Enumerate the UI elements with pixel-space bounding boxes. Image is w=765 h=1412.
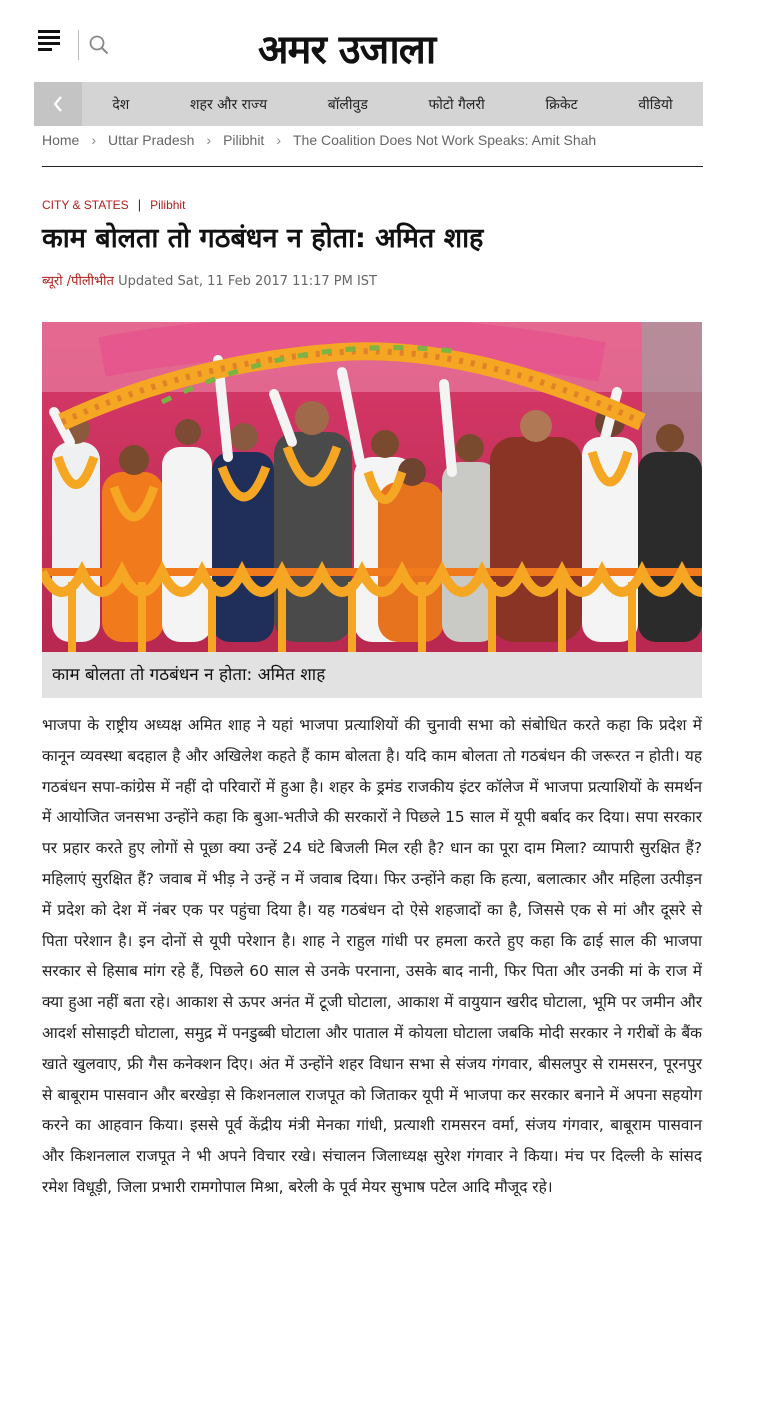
breadcrumb-current: The Coalition Does Not Work Speaks: Amit Shah [293,132,597,148]
breadcrumb-separator: › [206,132,212,148]
rally-stage-photo [42,322,702,652]
nav-item-desh[interactable]: देश [112,96,130,113]
nav-item-photo-gallery[interactable]: फोटो गैलरी [428,96,485,113]
breadcrumb-separator: › [91,132,97,148]
nav-item-cricket[interactable]: क्रिकेट [545,96,578,113]
category-separator: | [137,197,142,212]
breadcrumb-separator: › [276,132,281,148]
image-caption [42,652,702,698]
site-logo[interactable]: अमर उजाला [258,27,436,73]
category-link[interactable]: CITY & STATES [42,197,129,212]
article-body: भाजपा के राष्ट्रीय अध्यक्ष अमित शाह ने यहां भाजपा प्रत्याशियों की चुनावी सभा को संबोधित करते कहा कि प्रदेश में कानून व्यवस्था बदहाल है और अखिलेश कहते हैं काम बोलता है। यदि काम बोलता तो गठबंधन की जरूरत न होती। यह गठबंधन सपा-कांग्रेस में नहीं दो परिवारों में हुआ है। शहर के ड्रमंड राजकीय इंटर कॉलेज में भाजपा प्रत्याशियों के समर्थन में आयोजित जनसभा उन्होंने कहा कि बुआ-भतीजे की सरकारों ने पिछले 15 साल में यूपी बर्बाद कर दिया। सपा सरकार पर प्रहार करते हुए लोगों से पूछा क्या उन्हें 24 घंटे बिजली मिल रही है? धान का पूरा दाम मिला? व्यापारी सुरक्षित हैं? महिलाएं सुरक्षित हैं? जवाब में भीड़ ने उन्हें न में जवाब दिया। फिर उन्होंने कहा कि हत्या, बलात्कार और महिला उत्पीड़न में प्रदेश को देश में नंबर एक पर पहुंचा दिया है। यह गठबंधन दो ऐसे शहजादों का है, जिससे एक से मां और दूसरे से पिता परेशान है। इन दोनों से यूपी परेशान है। शाह ने राहुल गांधी पर हमला करते हुए कहा कि ढाई साल की भाजपा सरकार से हिसाब मांग रहे हैं, पिछले 60 साल से उनके परनाना, उसके बाद नानी, फिर पिता और उनकी मां के राज में क्या हुआ नहीं बता रहे। आकाश से ऊपर अनंत में टूजी घोटाला, आकाश में वायुयान खरीद घोटाला, भूमि पर जमीन और आदर्श सोसाइटी घोटाला, समुद्र में पनडुब्बी घोटाला और पाताल में कोयला घोटाला जबकि मोदी सरकार ने गरीबों के बैंक खाते खुलवाए, फ्री गैस कनेक्शन दिए। अंत में उन्होंने शहर विधान सभा से संजय गंगवार, बीसलपुर से रामसरन, पूरनपुर से बाबूराम पासवान और बरखेड़ा से किशनलाल राजपूत को जिताकर यूपी में भाजपा कर सरकार बनाने में अपना सहयोग करने का आहवान किया। इससे पूर्व केंद्रीय मंत्री मेनका गांधी, प्रत्याशी रामसरन वर्मा, संजय गंगवार, बाबूराम पासवान और किशनलाल राजपूत ने भी अपने विचार रखे। संचालन जिलाध्यक्ष सुरेश गंगवार ने किया। मंच पर दिल्ली के सांसद रमेश विधूड़ी, जिला प्रभारी रामगोपाल मिश्रा, बरेली के पूर्व मेयर सुभाष पटेल आदि मौजूद रहे। [42,716,702,1196]
article-updated: Updated Sat, 11 Feb 2017 11:17 PM IST [118,274,377,289]
category-nav [34,82,703,126]
search-icon[interactable] [88,34,110,56]
breadcrumb [42,132,596,148]
breadcrumb-home[interactable]: Home [42,132,80,148]
nav-item-bollywood[interactable]: बॉलीवुड [327,96,368,113]
breadcrumb-uttar-pradesh[interactable]: Uttar Pradesh [108,132,195,148]
nav-prev-button[interactable] [34,82,82,126]
image-caption-text: काम बोलता तो गठबंधन न होता: अमित शाह [52,665,326,685]
article-category [42,197,185,212]
article-headline: काम बोलता तो गठबंधन न होता: अमित शाह [42,223,484,254]
nav-item-shehar-rajya[interactable]: शहर और राज्य [190,96,268,113]
article-byline [42,271,377,289]
article-hero-image [42,322,702,652]
breadcrumb-rule [42,166,703,167]
site-header [0,0,765,80]
nav-item-video[interactable]: वीडियो [638,96,673,113]
header-divider [78,30,79,60]
subcategory-link[interactable]: Pilibhit [150,197,186,212]
article-author[interactable]: ब्यूरो /पीलीभीत [42,274,114,289]
breadcrumb-pilibhit[interactable]: Pilibhit [223,132,265,148]
hamburger-menu-icon[interactable] [38,30,64,48]
chevron-left-icon [52,95,64,113]
